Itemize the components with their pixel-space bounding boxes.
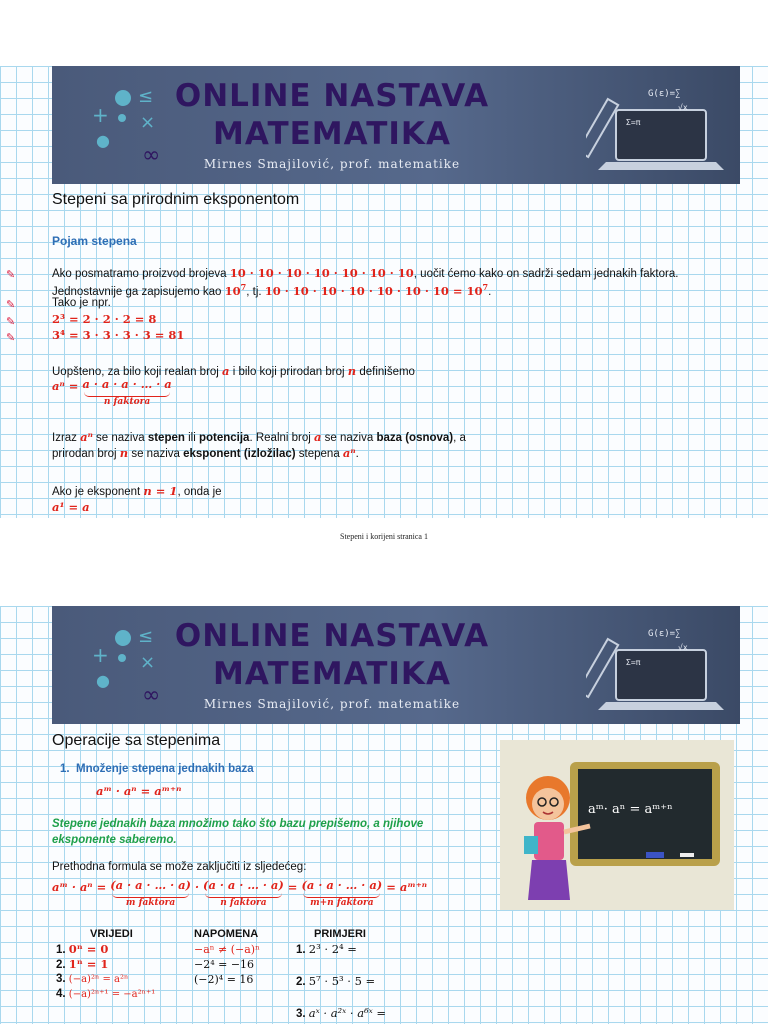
derivation-formula: aᵐ · aⁿ = (a · a · … · a) m faktora · (a · a · … · a) n faktora = (a · a · … · a) m+n faktora = aᵐ⁺ⁿ xyxy=(52,878,428,908)
primjeri-list xyxy=(296,942,386,1020)
primjeri-item: 2. 5⁷ · 5³ · 5 = xyxy=(296,974,376,988)
svg-text:√x: √x xyxy=(678,643,688,652)
primjeri-header: PRIMJERI xyxy=(314,928,366,940)
svg-text:≤: ≤ xyxy=(138,626,154,647)
svg-text:●: ● xyxy=(96,671,110,690)
rule-line-1: Stepene jednakih baza množimo tako što bazu prepišemo, a njihove xyxy=(52,818,424,830)
vrijedi-item: 3. (−a)²ⁿ = a²ⁿ xyxy=(56,973,129,985)
paragraph-general: Uopšteno, za bilo koji realan broj a i bilo koji prirodan broj n definišemo xyxy=(52,364,415,378)
napomena-item: −aⁿ ≠ (−a)ⁿ xyxy=(194,943,260,956)
svg-text:×: × xyxy=(140,112,156,133)
multiplication-formula: aᵐ · aⁿ = aᵐ⁺ⁿ xyxy=(96,784,182,798)
pencil-icon: ✎ xyxy=(6,332,16,344)
example-2: 3⁴ = 3 · 3 · 3 · 3 = 81 xyxy=(52,328,185,342)
page-title: Operacije sa stepenima xyxy=(52,732,221,749)
svg-text:+: + xyxy=(92,103,109,127)
banner-title-line2: MATEMATIKA xyxy=(213,656,451,692)
blackboard-formula: aᵐ· aⁿ = aᵐ⁺ⁿ xyxy=(588,802,673,817)
teacher-blackboard-illustration xyxy=(500,740,734,910)
paragraph-terms-1: Izraz aⁿ se naziva stepen ili potencija. Realni broj a se naziva baza (osnova), a xyxy=(52,430,466,444)
svg-text:×: × xyxy=(140,652,156,673)
vrijedi-item: 1. 0ⁿ = 0 xyxy=(56,942,109,956)
paragraph-exponent-one: Ako je eksponent n = 1, onda je xyxy=(52,484,222,498)
svg-text:●: ● xyxy=(96,131,110,150)
exponent-one-result: a¹ = a xyxy=(52,500,90,514)
paragraph-product: Ako posmatramo proizvod brojeva 10 · 10 · 10 · 10 · 10 · 10 · 10, uočit ćemo kako on sadrži sedam jednakih faktora. xyxy=(52,266,679,280)
vrijedi-item: 4. (−a)²ⁿ⁺¹ = −a²ⁿ⁺¹ xyxy=(56,988,156,1000)
svg-text:≤: ≤ xyxy=(138,86,154,107)
napomena-item: −2⁴ = −16 xyxy=(194,958,255,971)
power-definition: aⁿ = a · a · a · … · a n faktora xyxy=(52,377,172,407)
paragraph-example-intro: Tako je npr. xyxy=(52,297,111,309)
page-title: Stepeni sa prirodnim eksponentom xyxy=(52,191,300,208)
banner xyxy=(52,606,740,724)
example-1: 2³ = 2 · 2 · 2 = 8 xyxy=(52,312,157,326)
banner-subtitle: Mirnes Smajilović, prof. matematike xyxy=(203,697,461,711)
vrijedi-list xyxy=(56,942,155,1002)
section-item: 1. Množenje stepena jednakih baza xyxy=(60,763,254,775)
banner-subtitle: Mirnes Smajilović, prof. matematike xyxy=(203,157,461,171)
pencil-icon: ✎ xyxy=(6,269,16,281)
svg-text:+: + xyxy=(92,643,109,667)
svg-text:√x: √x xyxy=(678,103,688,112)
pencil-icon: ✎ xyxy=(6,316,16,328)
svg-text:∞: ∞ xyxy=(142,683,161,708)
svg-text:∞: ∞ xyxy=(142,143,161,168)
paragraph-terms-2: prirodan broj n se naziva eksponent (izložilac) stepena aⁿ. xyxy=(52,446,359,460)
banner xyxy=(52,66,740,184)
svg-text:G(ε)=∑: G(ε)=∑ xyxy=(648,89,681,99)
napomena-item: (−2)⁴ = 16 xyxy=(194,973,254,986)
primjeri-item: 3. aˣ · a²ˣ · a⁶ˣ = xyxy=(296,1006,387,1020)
primjeri-item: 1. 2³ · 2⁴ = xyxy=(296,942,357,956)
banner-title-line1: ONLINE NASTAVA xyxy=(174,78,490,114)
derivation-intro: Prethodna formula se može zaključiti iz sljedećeg: xyxy=(52,861,307,873)
page-footer: Stepeni i korijeni stranica 1 xyxy=(340,532,428,541)
paragraph-notation: Jednostavnije ga zapisujemo kao $10^7$, tj. $10 \cdot 10 \cdot 10 \cdot 10 \cdot 10 \cdot 10 \cdot 10 = 10^7$. xyxy=(52,282,492,298)
page-1 xyxy=(0,66,768,518)
banner-title-line1: ONLINE NASTAVA xyxy=(174,618,490,654)
section-subheading: Pojam stepena xyxy=(52,234,137,248)
rule-line-2: eksponente saberemo. xyxy=(52,834,177,846)
laptop-illustration xyxy=(586,80,726,175)
page-2 xyxy=(0,606,768,1024)
vrijedi-item: 2. 1ⁿ = 1 xyxy=(56,957,109,971)
napomena-list xyxy=(194,942,260,987)
napomena-header: NAPOMENA xyxy=(194,928,259,940)
svg-text:Σ=π: Σ=π xyxy=(626,658,641,667)
pencil-icon: ✎ xyxy=(6,299,16,311)
vrijedi-header: VRIJEDI xyxy=(90,928,133,940)
laptop-illustration xyxy=(586,620,726,715)
banner-title-line2: MATEMATIKA xyxy=(213,116,451,152)
svg-text:Σ=π: Σ=π xyxy=(626,118,641,127)
svg-text:G(ε)=∑: G(ε)=∑ xyxy=(648,629,681,639)
